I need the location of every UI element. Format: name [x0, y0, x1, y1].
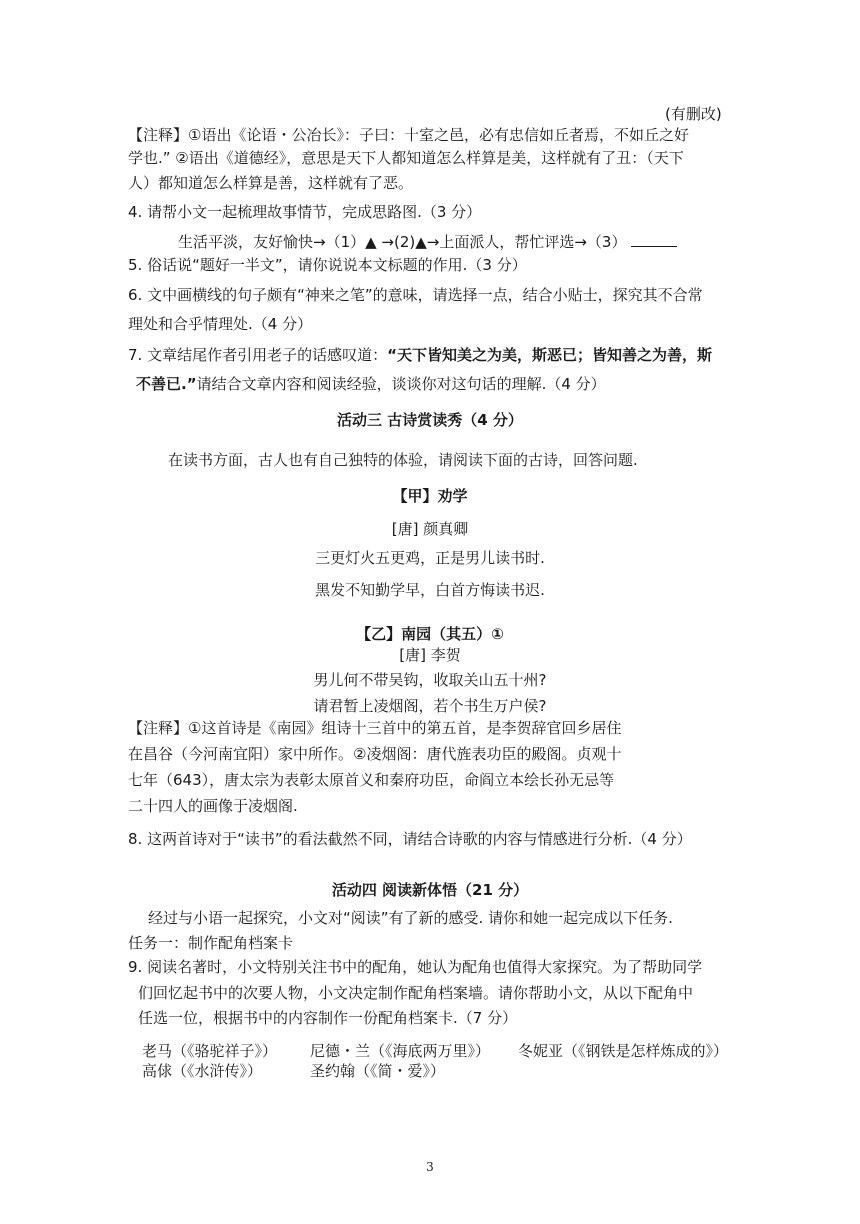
note-line-3: 人）都知道怎么样算是善，这样就有了恶。: [128, 174, 414, 192]
question-6-line-1: 6. 文中画横线的句子颇有“神来之笔”的意味，请选择一点，结合小贴士，探究其不合常: [128, 286, 703, 304]
laozi-quote-part-1: “天下皆知美之为美，斯恶已；皆知善之为善，斯: [387, 346, 712, 364]
activity-3-title: 活动三 古诗赏读秀（4 分）: [337, 411, 523, 429]
question-7-line-1: [128, 345, 712, 365]
page-number: 3: [426, 1160, 434, 1174]
answer-blank: [631, 232, 677, 247]
source-note: (有删改): [665, 105, 722, 123]
question-7-line-2: [136, 374, 606, 394]
laozi-quote-part-2: 不善已.”: [136, 375, 197, 393]
poem-a-author: [唐] 颜真卿: [391, 520, 469, 538]
question-4: 4. 请帮小文一起梳理故事情节，完成思路图.（3 分）: [128, 203, 482, 221]
note2-line-2: 在昌谷（今河南宜阳）家中所作。②凌烟阁：唐代旌表功臣的殿阁。贞观十: [128, 745, 622, 763]
poem-b-line-1: 男儿何不带吴钩，收取关山五十州?: [313, 671, 547, 689]
question-7-suffix: 请结合文章内容和阅读经验，谈谈你对这句话的理解.（4 分）: [196, 375, 606, 393]
poem-a-line-1: 三更灯火五更鸡，正是男儿读书时.: [315, 549, 545, 567]
character-option: 高俅（《水浒传》）: [142, 1062, 263, 1080]
poem-a-line-2: 黑发不知勤学早，白首方悔读书迟.: [315, 581, 545, 599]
question-9-line-2: 们回忆起书中的次要人物，小文决定制作配角档案墙。请你帮助小文，从以下配角中: [138, 984, 694, 1002]
character-option: 圣约翰（《简・爱》）: [310, 1062, 446, 1080]
poem-a-title: 【甲】劝学: [392, 487, 468, 505]
note2-line-1: 【注释】①这首诗是《南园》组诗十三首中的第五首，是李贺辞官回乡居住: [128, 719, 622, 737]
activity-3-intro: 在读书方面，古人也有自己独特的体验，请阅读下面的古诗，回答问题.: [168, 451, 638, 469]
activity-4-intro: 经过与小语一起探究，小文对“阅读”有了新的感受. 请你和她一起完成以下任务.: [148, 909, 673, 927]
question-4-flowchart: [178, 232, 677, 252]
poem-b-title: 【乙】南园（其五）①: [356, 625, 504, 643]
question-8: 8. 这两首诗对于“读书”的看法截然不同，请结合诗歌的内容与情感进行分析.（4 分）: [128, 830, 692, 848]
character-option: 尼德・兰（《海底两万里》）: [310, 1042, 491, 1060]
activity-4-title: 活动四 阅读新体悟（21 分）: [331, 881, 529, 899]
note2-line-4: 二十四人的画像于凌烟阁.: [128, 797, 298, 815]
flowchart-text: 生活平淡，友好愉快→（1）▲ →(2)▲→上面派人，帮忙评选→（3）: [178, 233, 627, 251]
character-option: 老马（《骆驼祥子》）: [142, 1042, 278, 1060]
question-5: 5. 俗话说“题好一半文”，请你说说本文标题的作用.（3 分）: [128, 256, 527, 274]
poem-b-author: [唐] 李贺: [399, 646, 461, 664]
question-7-prefix: 7. 文章结尾作者引用老子的话感叹道：: [128, 346, 388, 364]
note2-line-3: 七年（643），唐太宗为表彰太原首义和秦府功臣，命阎立本绘长孙无忌等: [128, 771, 615, 789]
question-9-line-3: 任选一位，根据书中的内容制作一份配角档案卡.（7 分）: [138, 1009, 518, 1027]
character-option: 冬妮亚（《钢铁是怎样炼成的》）: [518, 1042, 729, 1060]
task-1-title: 任务一：制作配角档案卡: [128, 934, 294, 952]
poem-b-line-2: 请君暂上凌烟阁，若个书生万户侯?: [313, 697, 547, 715]
question-6-line-2: 理处和合乎情理处.（4 分）: [128, 315, 313, 333]
question-9-line-1: 9. 阅读名著时，小文特别关注书中的配角，她认为配角也值得大家探究。为了帮助同学: [128, 958, 703, 976]
note-line-2: 学也.” ②语出《道德经》，意思是天下人都知道怎么样算是美，这样就有了丑：（天下: [128, 149, 684, 167]
note-line-1: 【注释】①语出《论语・公冶长》：子曰：十室之邑，必有忠信如丘者焉，不如丘之好: [128, 126, 689, 144]
